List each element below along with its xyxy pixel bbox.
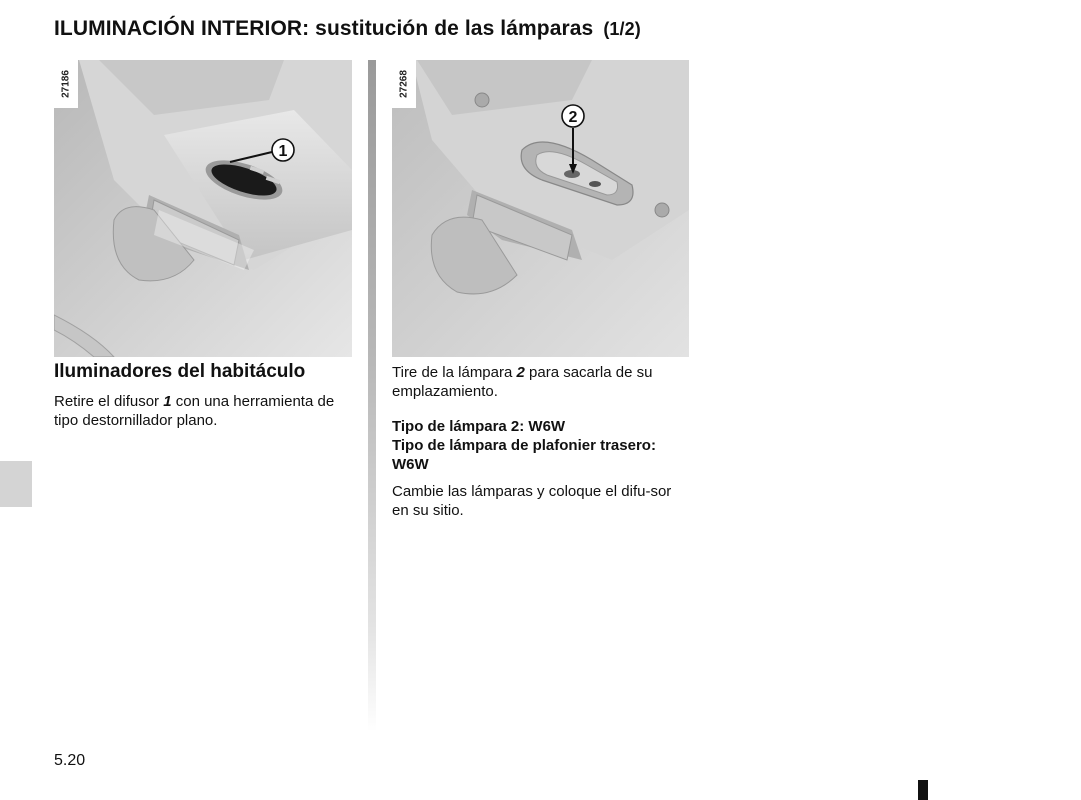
callout-1: 1 <box>278 143 288 160</box>
figure-2-illustration <box>392 60 689 357</box>
figure-lamp-removal <box>392 60 689 357</box>
step-remove-diffuser: Retire el difusor 1 con una herramienta de tipo destornillador plano. <box>54 393 335 429</box>
figure-2-ref-code: 27268 <box>392 60 416 108</box>
step-pull-lamp: Tire de la lámpara 2 para sacarla de su emplazamiento. <box>392 364 653 400</box>
title-text: ILUMINACIÓN INTERIOR: sustitución de las lámparas <box>54 17 594 40</box>
section-heading: Iluminadores del habitáculo <box>54 361 306 382</box>
callout-2: 2 <box>568 109 578 126</box>
lamp-type-front: Tipo de lámpara 2: W6W <box>392 418 566 435</box>
page-corner-mark <box>918 780 928 800</box>
page-title <box>54 17 641 41</box>
title-part-indicator: (1/2) <box>603 19 641 39</box>
figure-1-ref-code: 27186 <box>54 60 78 108</box>
column-divider <box>368 60 376 732</box>
page-number: 5.20 <box>54 752 86 769</box>
lamp-type-rear: Tipo de lámpara de plafonier trasero: W6W <box>392 437 656 473</box>
lamp-type-info <box>392 417 692 474</box>
chapter-side-tab <box>0 461 32 507</box>
step-replace-lamps: Cambie las lámparas y coloque el difu-sor en su sitio. <box>392 483 672 519</box>
figure-diffuser-removal <box>54 60 352 357</box>
figure-1-illustration <box>54 60 352 357</box>
